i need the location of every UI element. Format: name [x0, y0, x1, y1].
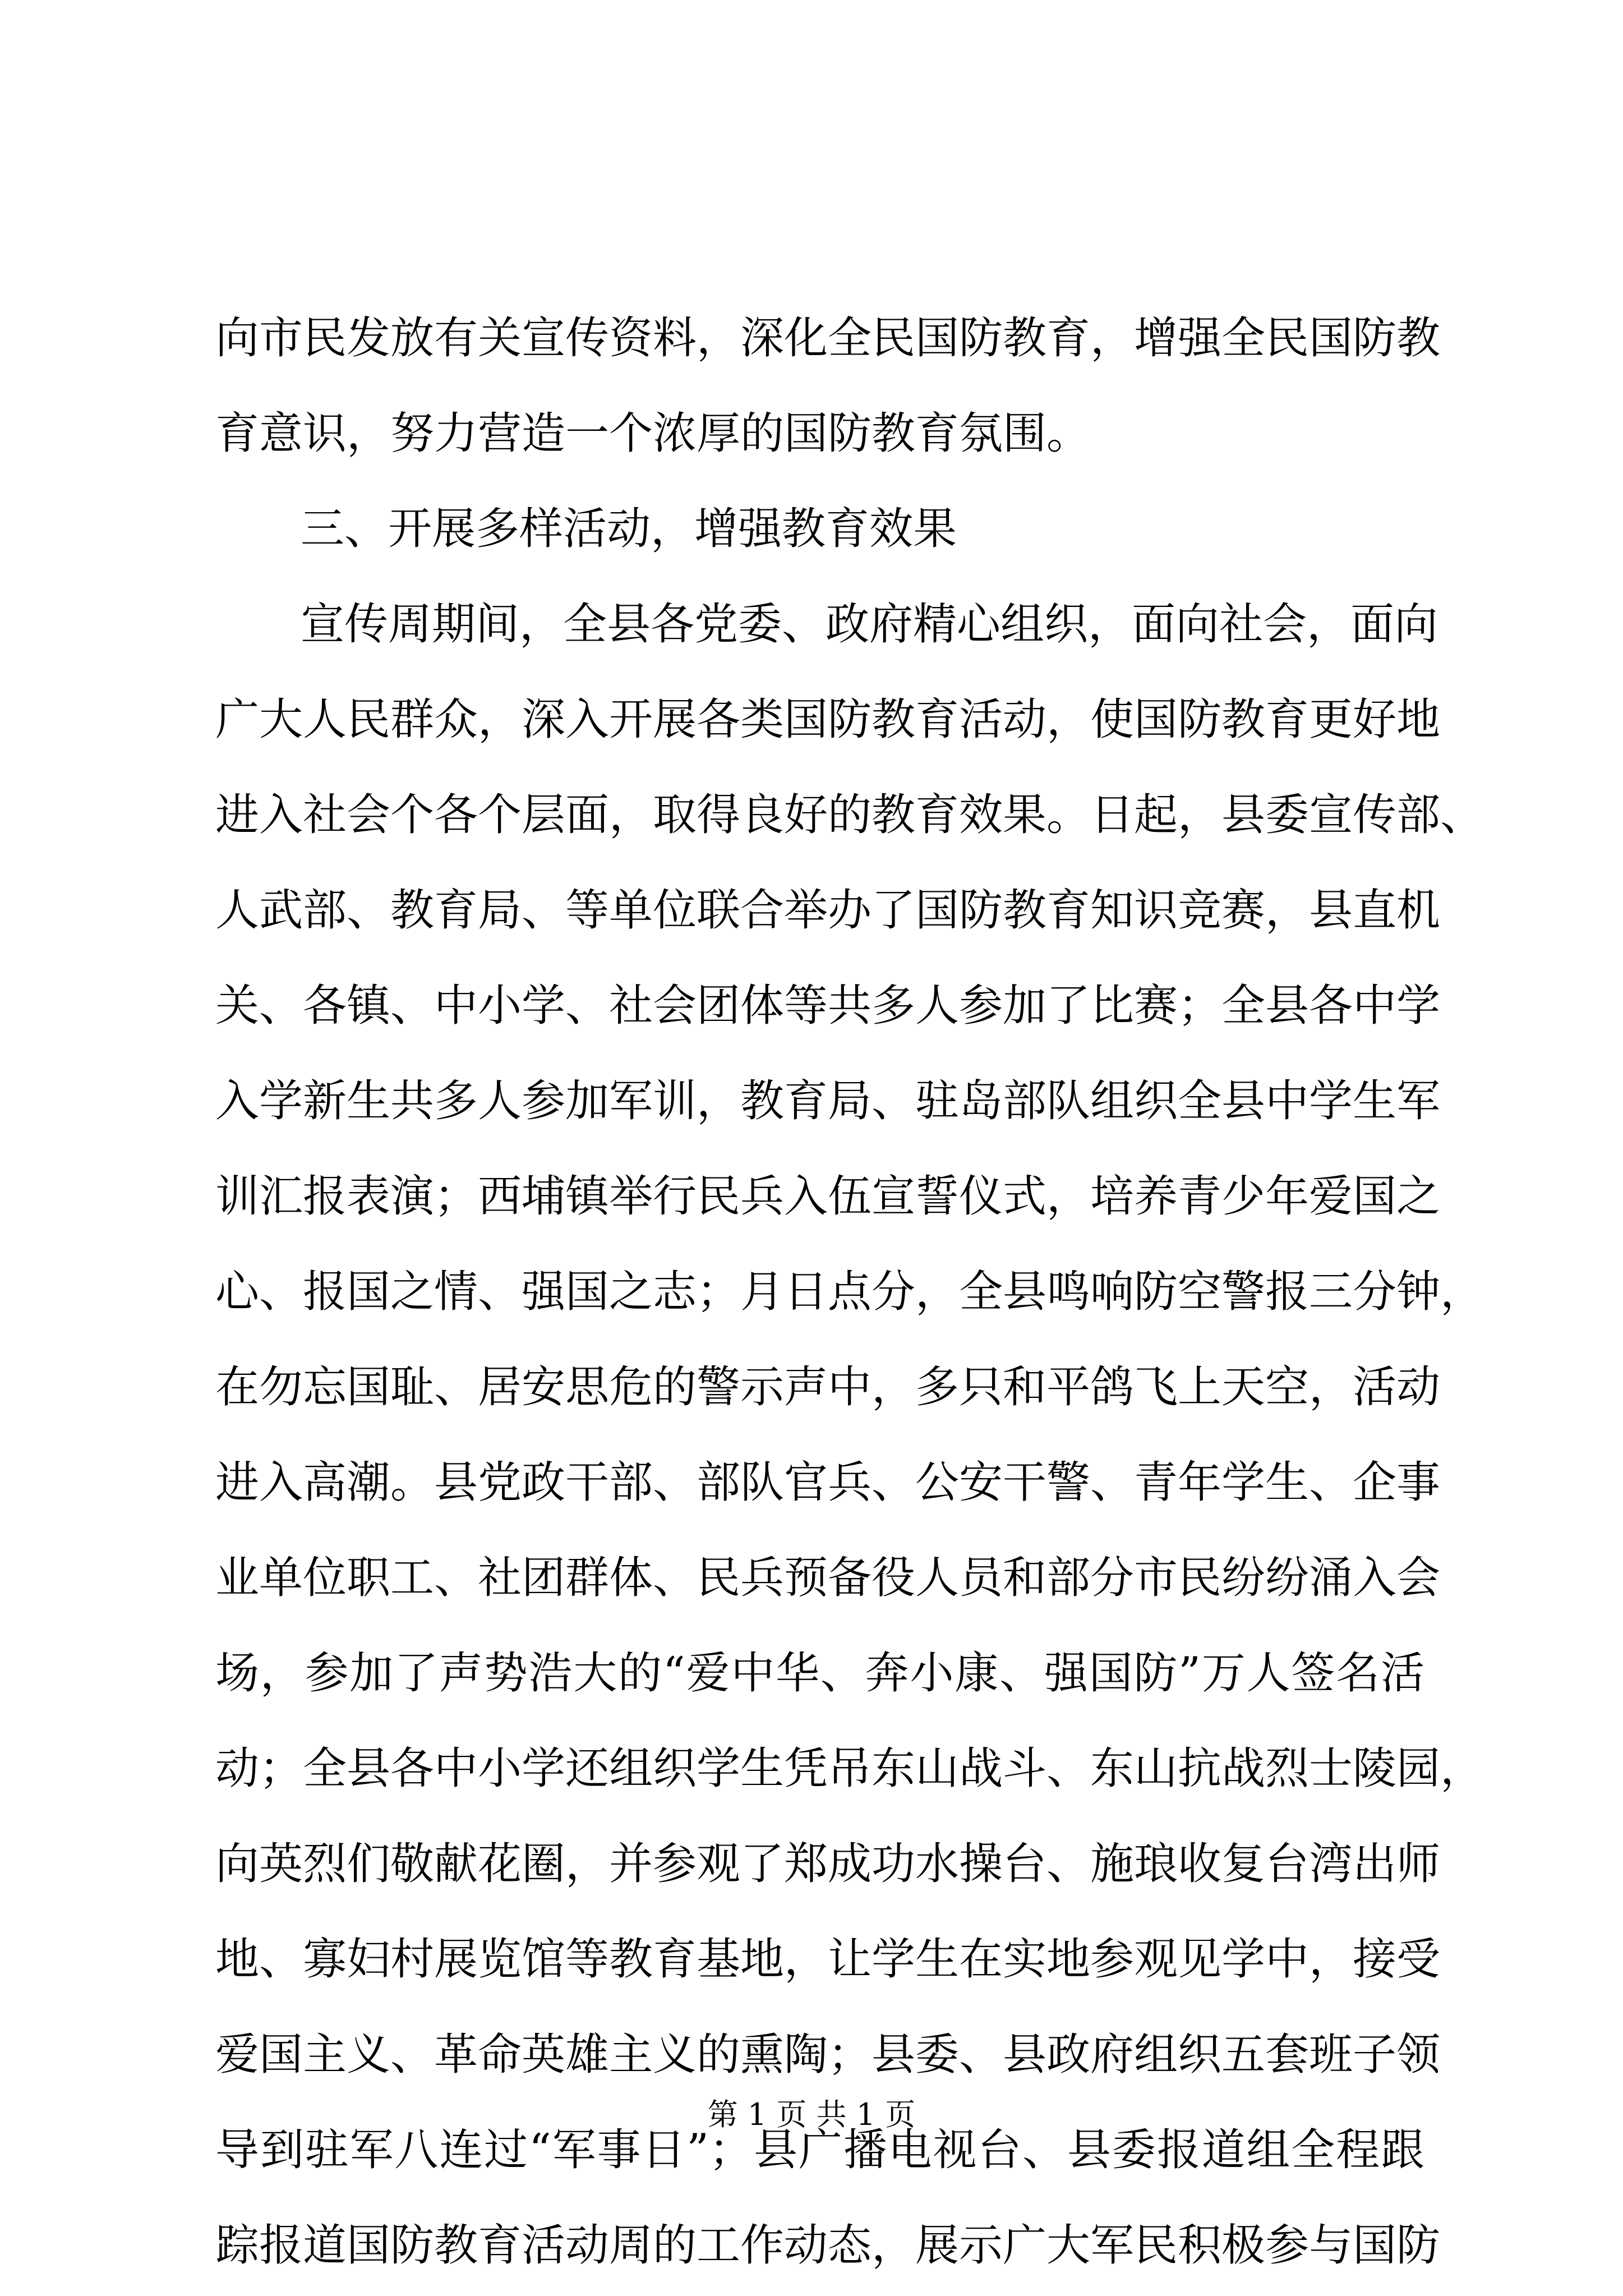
page-number-footer: 第 1 页 共 1 页: [707, 2097, 916, 2132]
paragraph-line: 动；全县各中小学还组织学生凭吊东山战斗、东山抗战烈士陵园，: [215, 1743, 1484, 1794]
paragraph-line: 关、各镇、中小学、社会团体等共多人参加了比赛；全县各中学: [215, 981, 1441, 1031]
paragraph-line: 训汇报表演；西埔镇举行民兵入伍宣誓仪式，培养青少年爱国之: [215, 1171, 1441, 1222]
paragraph-line: 在勿忘国耻、居安思危的警示声中，多只和平鸽飞上天空，活动: [215, 1362, 1441, 1412]
paragraph-line: 业单位职工、社团群体、民兵预备役人员和部分市民纷纷涌入会: [215, 1553, 1441, 1603]
paragraph-line: 育意识，努力营造一个浓厚的国防教育氛围。: [215, 408, 1091, 459]
paragraph-line: 广大人民群众，深入开展各类国防教育活动，使国防教育更好地: [215, 694, 1441, 745]
paragraph-line: 踪报道国防教育活动周的工作动态，展示广大军民积极参与国防: [215, 2220, 1441, 2271]
paragraph-line: 人武部、教育局、等单位联合举办了国防教育知识竞赛，县直机: [215, 885, 1441, 936]
paragraph-line: 爱国主义、革命英雄主义的熏陶；县委、县政府组织五套班子领: [215, 2030, 1441, 2080]
section-heading: 三、开展多样活动，增强教育效果: [301, 504, 957, 554]
paragraph-line: 进入高潮。县党政干部、部队官兵、公安干警、青年学生、企事: [215, 1457, 1441, 1508]
paragraph-line: 宣传周期间，全县各党委、政府精心组织，面向社会，面向: [301, 599, 1438, 650]
paragraph-line: 场，参加了声势浩大的“爱中华、奔小康、强国防”万人签名活: [215, 1648, 1424, 1699]
paragraph-line: 导到驻军八连过“军事日”；县广播电视台、县委报道组全程跟: [215, 2125, 1424, 2175]
paragraph-line: 向市民发放有关宣传资料，深化全民国防教育，增强全民国防教: [215, 313, 1441, 364]
paragraph-line: 进入社会个各个层面，取得良好的教育效果。日起，县委宣传部、: [215, 790, 1484, 840]
document-body: [215, 291, 1484, 2293]
paragraph-line: 心、报国之情、强国之志；月日点分，全县鸣响防空警报三分钟，: [215, 1267, 1484, 1317]
paragraph-line: 向英烈们敬献花圈，并参观了郑成功水操台、施琅收复台湾出师: [215, 1839, 1441, 1889]
paragraph-line: 入学新生共多人参加军训，教育局、驻岛部队组织全县中学生军: [215, 1076, 1441, 1126]
paragraph-line: 地、寡妇村展览馆等教育基地，让学生在实地参观见学中，接受: [215, 1934, 1441, 1985]
